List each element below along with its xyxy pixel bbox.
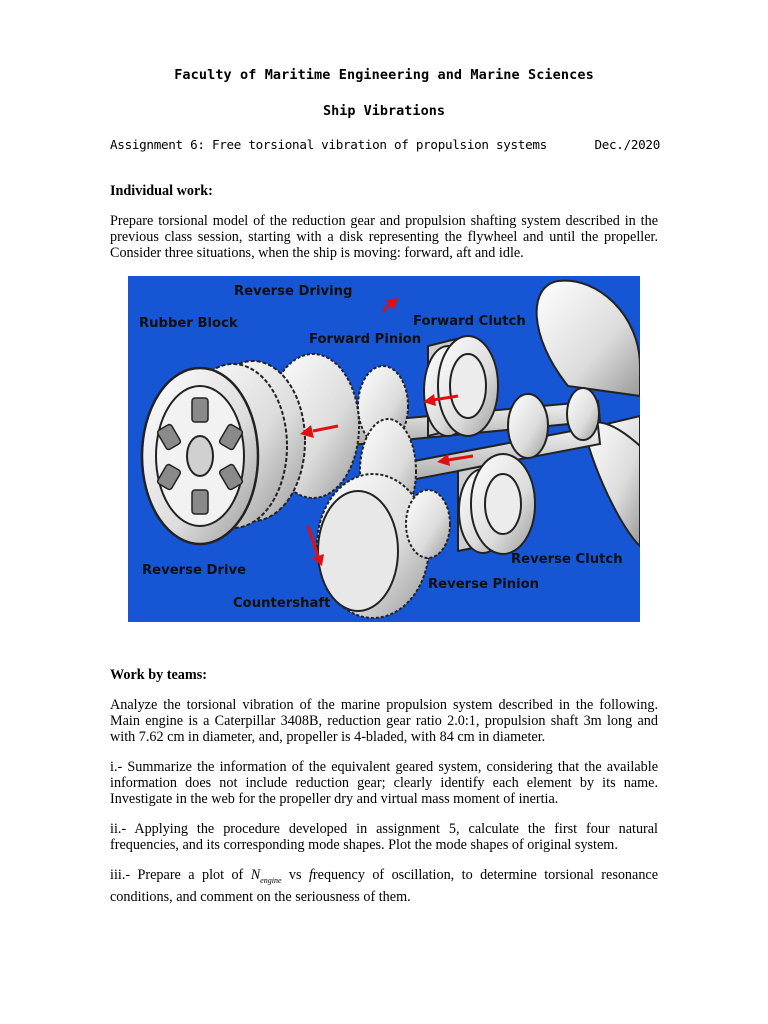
engine-subscript: engine xyxy=(260,875,282,885)
reverse-clutch-shape xyxy=(458,454,535,554)
item-ii: ii.- Applying the procedure developed in assignment 5, calculate the first four natural frequencies, and its corresponding mode shapes. Plot the mode shapes of original system. xyxy=(110,821,658,854)
label-forward-pinion: Forward Pinion xyxy=(309,332,422,347)
flywheel-shape xyxy=(142,361,305,544)
f-symbol: f xyxy=(308,867,313,883)
teams-heading: Work by teams: xyxy=(110,667,207,683)
label-forward-clutch: Forward Clutch xyxy=(413,314,526,329)
teams-intro: Analyze the torsional vibration of the marine propulsion system described in the following. Main engine is a Caterpillar 3408B, reduction gear ratio 2.0:1, propulsion shaft 3m long and with 7.62 cm in diameter, and, propeller is 4-bladed, with 84 cm in diameter. xyxy=(110,697,658,746)
individual-text: Prepare torsional model of the reduction gear and propulsion shafting system described in the previous class session, starting with a disk representing the flywheel and until the propeller. Consider three situations, when the ship is moving: forward, aft and idle. xyxy=(110,213,658,262)
vs-text: vs xyxy=(288,867,302,883)
item-i: i.- Summarize the information of the equivalent geared system, considering that the available information does not include reduction gear; clearly identify each element by its name. Investigate in the web for the propeller dry and virtual mass moment of inertia. xyxy=(110,759,658,808)
assignment-date: Dec./2020 xyxy=(594,137,660,152)
forward-clutch-shape xyxy=(424,336,498,436)
assignment-line xyxy=(110,137,660,152)
label-rubber-block: Rubber Block xyxy=(139,316,238,331)
item-iii xyxy=(110,867,658,905)
n-engine-symbol xyxy=(251,867,282,883)
countershaft-gear-shape xyxy=(317,474,450,618)
faculty-title: Faculty of Maritime Engineering and Marine Sciences xyxy=(174,67,594,83)
gearbox-figure xyxy=(128,276,640,622)
label-reverse-drive: Reverse Drive xyxy=(142,563,247,578)
label-reverse-clutch: Reverse Clutch xyxy=(511,552,623,567)
individual-heading: Individual work: xyxy=(110,183,213,199)
item-iii-rest: requency of oscillation, to determine torsional resonance conditions, and comment on the seriousness of them. xyxy=(110,867,659,906)
assignment-title: Assignment 6: Free torsional vibration of propulsion systems xyxy=(110,137,547,152)
label-reverse-pinion: Reverse Pinion xyxy=(428,577,540,592)
label-reverse-driving: Reverse Driving xyxy=(234,284,353,299)
n-symbol: N xyxy=(250,867,261,883)
label-countershaft: Countershaft xyxy=(233,596,331,611)
item-iii-prefix: iii.- Prepare a plot of xyxy=(110,867,244,883)
course-title: Ship Vibrations xyxy=(323,103,445,119)
